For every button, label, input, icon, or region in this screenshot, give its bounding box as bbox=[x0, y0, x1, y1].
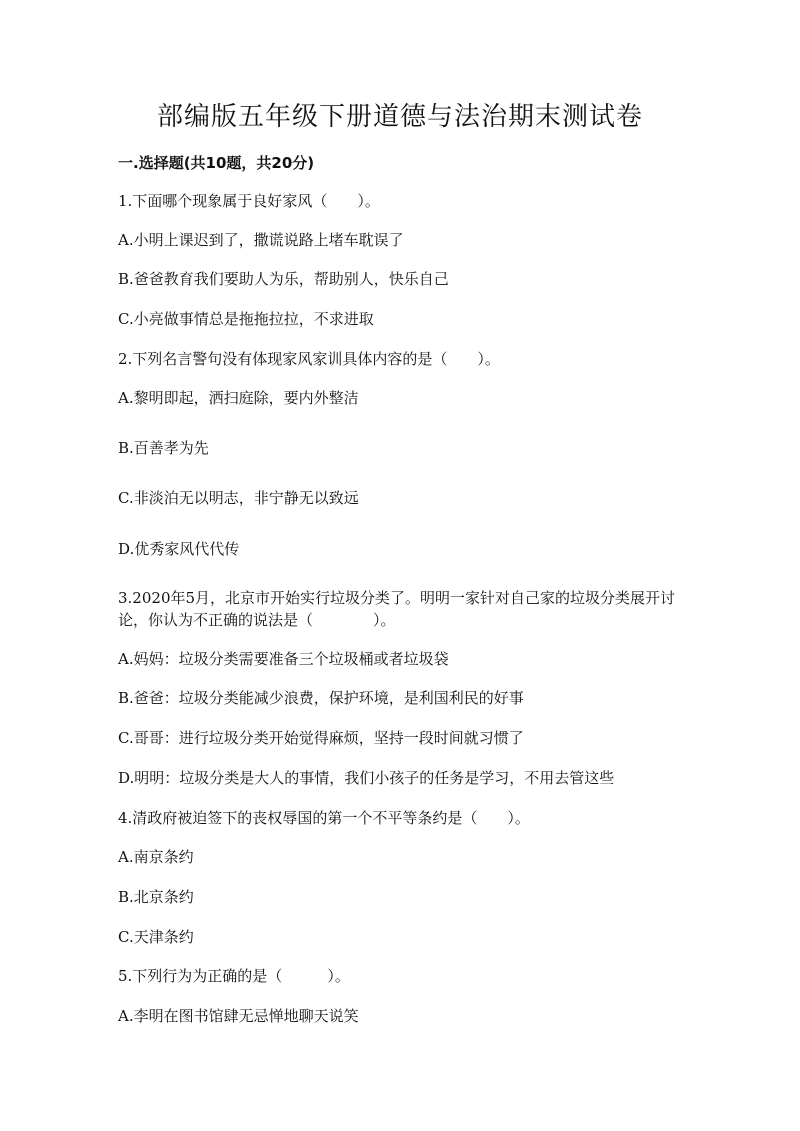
answer-option: D.优秀家风代代传 bbox=[118, 540, 240, 558]
question-stem: 5.下列行为为正确的是（ ）。 bbox=[118, 967, 350, 985]
question-stem: 3.2020年5月，北京市开始实行垃圾分类了。明明一家针对自己家的垃圾分类展开讨论，你认为不正确的说法是（ ）。 bbox=[118, 589, 676, 629]
answer-option: A.妈妈：垃圾分类需要准备三个垃圾桶或者垃圾袋 bbox=[118, 650, 449, 668]
answer-option: D.明明：垃圾分类是大人的事情，我们小孩子的任务是学习，不用去管这些 bbox=[118, 769, 615, 787]
answer-option: A.黎明即起，洒扫庭除，要内外整洁 bbox=[118, 389, 359, 407]
answer-option: C.哥哥：进行垃圾分类开始觉得麻烦，坚持一段时间就习惯了 bbox=[118, 729, 524, 747]
question-stem: 1.下面哪个现象属于良好家风（ ）。 bbox=[118, 192, 380, 210]
answer-option: A.李明在图书馆肆无忌惮地聊天说笑 bbox=[118, 1007, 359, 1025]
question-stem: 2.下列名言警句没有体现家风家训具体内容的是（ ）。 bbox=[118, 350, 500, 368]
page-title: 部编版五年级下册道德与法治期末测试卷 bbox=[156, 102, 643, 132]
answer-option: C.非淡泊无以明志，非宁静无以致远 bbox=[118, 489, 359, 507]
answer-option: B.爸爸：垃圾分类能减少浪费，保护环境，是利国利民的好事 bbox=[118, 689, 524, 707]
answer-option: B.爸爸教育我们要助人为乐，帮助别人，快乐自己 bbox=[118, 270, 449, 288]
answer-option: B.北京条约 bbox=[118, 888, 194, 906]
answer-option: B.百善孝为先 bbox=[118, 439, 209, 457]
section-heading: 一.选择题(共10题，共20分) bbox=[118, 154, 315, 172]
question-stem: 4.清政府被迫签下的丧权辱国的第一个不平等条约是（ ）。 bbox=[118, 809, 530, 827]
answer-option: A.小明上课迟到了，撒谎说路上堵车耽误了 bbox=[118, 231, 404, 249]
answer-option: C.天津条约 bbox=[118, 928, 194, 946]
answer-option: C.小亮做事情总是拖拖拉拉，不求进取 bbox=[118, 310, 374, 328]
answer-option: A.南京条约 bbox=[118, 848, 194, 866]
